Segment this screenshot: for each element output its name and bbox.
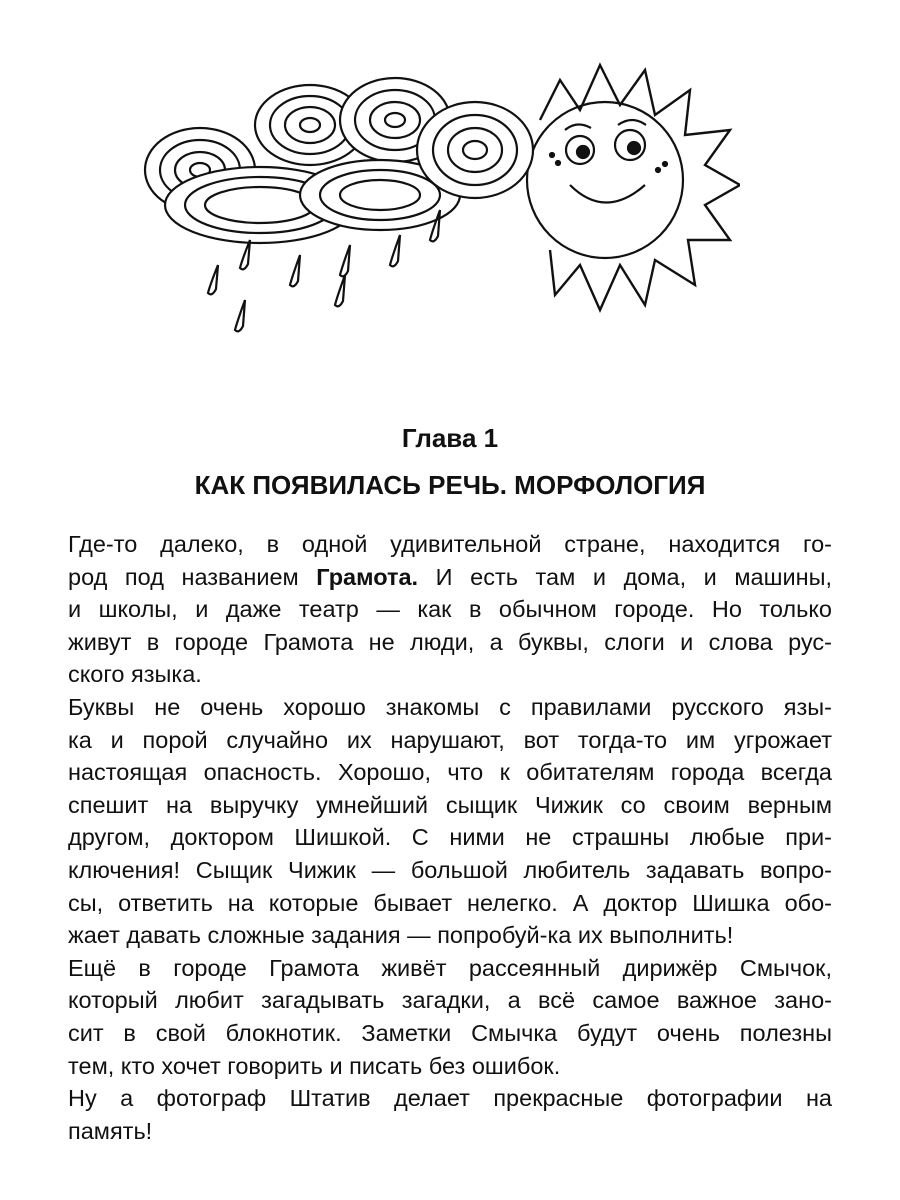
text-span: ключения! Сыщик Чижик — большой любитель задавать вопро- xyxy=(68,856,832,883)
text-span: который любит загадывать загадки, а всё самое важное зано- xyxy=(68,987,832,1014)
text-span: Ещё в городе Грамота живёт рассеянный дирижёр Смычок, xyxy=(68,954,832,981)
text-span: другом, доктором Шишкой. С ними не страшны любые при- xyxy=(68,824,832,851)
text-span: ского языка. xyxy=(68,661,202,688)
text-line xyxy=(68,789,832,822)
text-line xyxy=(68,1082,832,1115)
text-span: и школы, и даже театр — как в обычном городе. Но только xyxy=(68,596,832,623)
text-line xyxy=(68,887,832,920)
text-span: Где-то далеко, в одной удивительной стране, находится го- xyxy=(68,531,832,557)
bold-term: Грамота. xyxy=(316,563,419,590)
text-line xyxy=(68,984,832,1017)
text-line xyxy=(68,1115,832,1148)
sun-and-rain-cloud-illustration xyxy=(140,60,740,360)
text-line xyxy=(68,658,832,691)
text-span: тем, кто хочет говорить и писать без ошибок. xyxy=(68,1052,561,1079)
text-span: И есть там и дома, и машины, xyxy=(418,563,832,590)
text-span: настоящая опасность. Хорошо, что к обитателям города всегда xyxy=(68,759,832,786)
text-line xyxy=(68,1050,832,1083)
text-line xyxy=(68,756,832,789)
text-span: спешит на выручку умнейший сыщик Чижик со своим верным xyxy=(68,791,832,818)
text-line xyxy=(68,919,832,952)
text-span: ка и порой случайно их нарушают, вот тогда-то им угрожает xyxy=(68,726,832,753)
text-span: живут в городе Грамота не люди, а буквы, слоги и слова рус- xyxy=(68,628,832,655)
sun-icon xyxy=(527,65,740,310)
text-span: сы, ответить на которые бывает нелегко. А доктор Шишка обо- xyxy=(68,889,832,916)
text-span: Ну а фотограф Штатив делает прекрасные фотографии на xyxy=(68,1085,832,1112)
text-line xyxy=(68,724,832,757)
text-span: Буквы не очень хорошо знакомы с правилами русского язы- xyxy=(68,693,832,720)
text-line xyxy=(68,952,832,985)
text-line xyxy=(68,561,832,594)
text-line xyxy=(68,593,832,626)
text-line xyxy=(68,626,832,659)
text-span: жает давать сложные задания — попробуй-ка их выполнить! xyxy=(68,922,734,949)
text-line xyxy=(68,691,832,724)
text-span: сит в свой блокнотик. Заметки Смычка будут очень полезны xyxy=(68,1019,832,1046)
cloud-icon xyxy=(145,78,533,243)
text-line xyxy=(68,1017,832,1050)
text-line xyxy=(68,821,832,854)
text-span: память! xyxy=(68,1117,153,1144)
body-text xyxy=(68,528,832,1147)
chapter-number: Глава 1 xyxy=(401,423,499,453)
text-span: род под названием xyxy=(68,563,317,590)
chapter-title: КАК ПОЯВИЛАСЬ РЕЧЬ. МОРФОЛОГИЯ xyxy=(194,470,706,500)
text-line xyxy=(68,528,832,561)
text-line xyxy=(68,854,832,887)
